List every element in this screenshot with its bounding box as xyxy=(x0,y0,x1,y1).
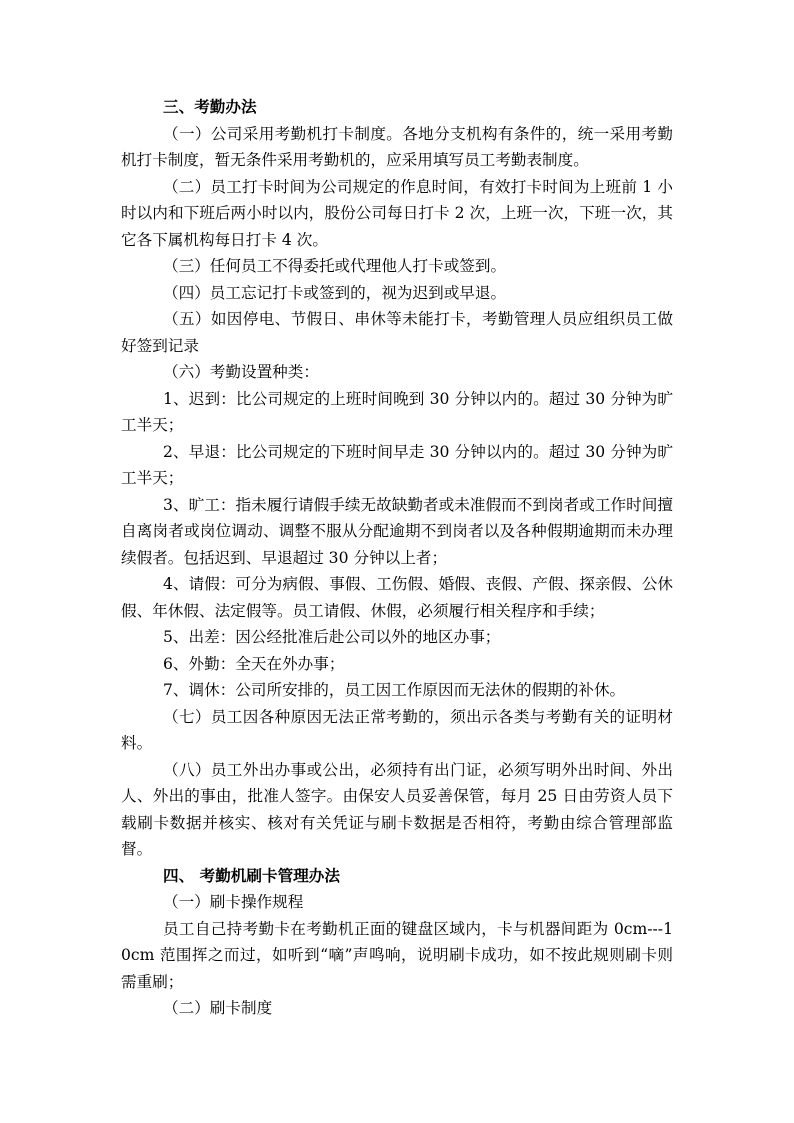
paragraph: 1、迟到：比公司规定的上班时间晚到 30 分钟以内的。超过 30 分钟为旷工半天； xyxy=(121,389,673,434)
paragraph: （四）员工忘记打卡或签到的，视为迟到或早退。 xyxy=(163,283,507,302)
paragraph: （一）公司采用考勤机打卡制度。各地分支机构有条件的，统一采用考勤机打卡制度，暂无条件采用考勤机的，应采用填写员工考勤表制度。 xyxy=(121,124,673,169)
paragraph: （八）员工外出办事或公出，必须持有出门证，必须写明外出时间、外出人、外出的事由，批准人签字。由保安人员妥善保管，每月 25 日由劳资人员下载刷卡数据并核实、核对有关凭证与刷卡数据是否相符，考勤由综合管理部监督。 xyxy=(121,760,673,858)
paragraph: （三）任何员工不得委托或代理他人打卡或签到。 xyxy=(163,257,507,275)
paragraph: 4、请假：可分为病假、事假、工伤假、婚假、丧假、产假、探亲假、公休假、年休假、法定假等。员工请假、休假，必须履行相关程序和手续； xyxy=(121,575,673,620)
paragraph: （一）刷卡操作规程 xyxy=(163,893,304,911)
paragraph: （六）考勤设置种类： xyxy=(163,363,319,381)
paragraph: （二）员工打卡时间为公司规定的作息时间，有效打卡时间为上班前 1 小时以内和下班后两小时以内，股份公司每日打卡 2 次，上班一次，下班一次，其它各下属机构每日打卡 4 次。 xyxy=(121,177,673,249)
section-heading: 四、 考勤机刷卡管理办法 xyxy=(163,865,340,885)
paragraph: （五）如因停电、节假日、串休等未能打卡，考勤管理人员应组织员工做好签到记录 xyxy=(121,310,673,355)
document-body xyxy=(121,94,673,1022)
section-heading: 三、考勤办法 xyxy=(163,97,257,116)
paragraph: 6、外勤：全天在外办事； xyxy=(163,654,345,673)
paragraph: 2、早退：比公司规定的下班时间早走 30 分钟以内的。超过 30 分钟为旷工半天； xyxy=(121,442,673,487)
paragraph: 7、调休：公司所安排的，员工因工作原因而无法休的假期的补休。 xyxy=(163,681,626,699)
paragraph: 5、出差：因公经批准后赴公司以外的地区办事； xyxy=(163,628,501,646)
paragraph: 员工自己持考勤卡在考勤机正面的键盘区域内，卡与机器间距为 0cm---10cm 范围挥之而过，如听到“嘀”声鸣响，说明刷卡成功，如不按此规则刷卡则需重刷； xyxy=(121,919,673,991)
paragraph: （二）刷卡制度 xyxy=(163,999,273,1017)
paragraph: （七）员工因各种原因无法正常考勤的，须出示各类与考勤有关的证明材料。 xyxy=(121,707,673,752)
paragraph: 3、旷工：指未履行请假手续无故缺勤者或未准假而不到岗者或工作时间擅自离岗者或岗位调动、调整不服从分配逾期不到岗者以及各种假期逾期而未办理续假者。包括迟到、早退超过 30 分钟以上者； xyxy=(121,495,673,567)
